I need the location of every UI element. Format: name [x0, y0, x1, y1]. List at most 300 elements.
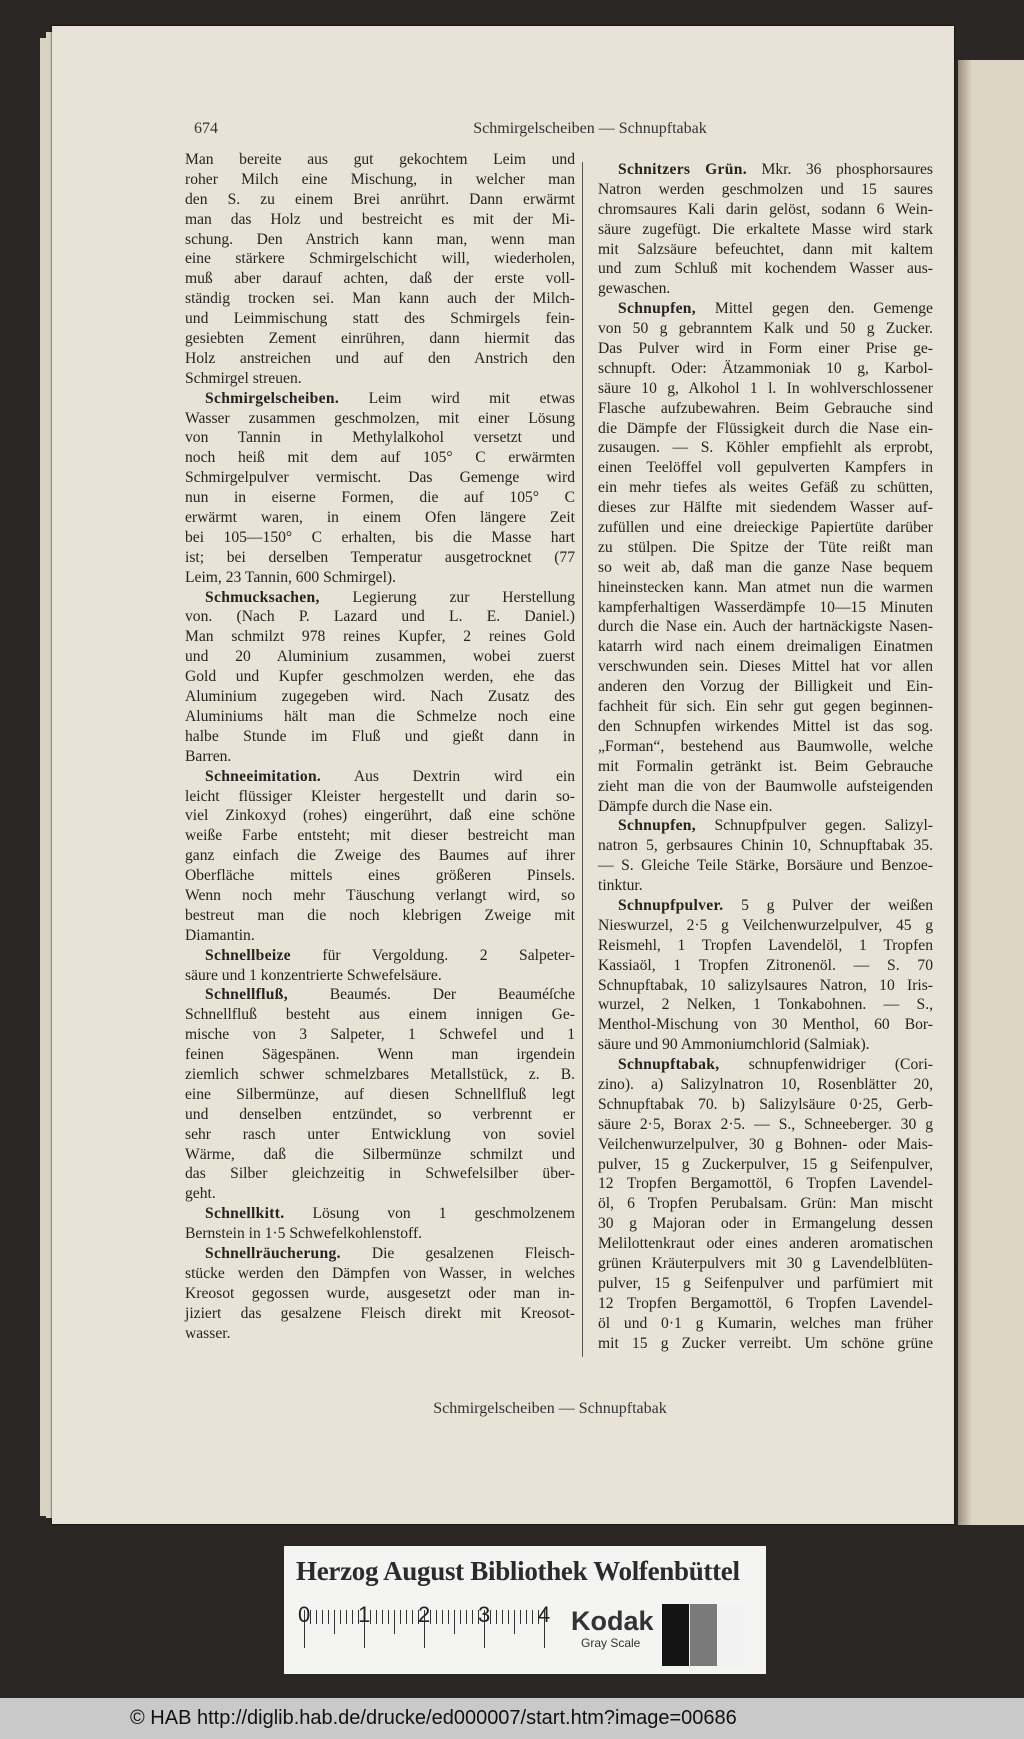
- text-line: [185, 826, 575, 846]
- text-line: [185, 230, 575, 250]
- line-text: säure und 90 Ammoniumchlorid (Salmiak).: [598, 1036, 870, 1054]
- text-line: [598, 220, 933, 240]
- text-line: [185, 1184, 575, 1204]
- text-line: [185, 409, 575, 429]
- line-text: mit Formalin getränkt ist. Beim Gebrauche: [598, 757, 933, 775]
- text-line: [185, 607, 575, 627]
- text-line: [185, 747, 575, 767]
- line-text: schung. Den Anstrich kann man, wenn man: [185, 230, 575, 248]
- text-line: [185, 588, 575, 608]
- gray-swatch: [690, 1604, 717, 1666]
- line-text: und 20 Aluminium zusammen, wobei zuerst: [185, 648, 575, 666]
- text-line: [185, 647, 575, 667]
- text-line: [598, 737, 933, 757]
- line-text: mit 15 g Zucker verreibt. Um schöne grüne: [598, 1334, 933, 1352]
- line-text: zieht man die von der Baumwolle aufsteigenden: [598, 777, 933, 795]
- text-line: [185, 1125, 575, 1145]
- line-text: Leim wird mit etwas: [368, 389, 575, 407]
- text-line: [185, 568, 575, 588]
- text-line: [185, 1105, 575, 1125]
- line-text: Natron werden geschmolzen und 15 saures: [598, 180, 933, 198]
- text-line: [185, 190, 575, 210]
- line-text: gewaschen.: [598, 280, 671, 298]
- line-text: Oberfläche mittels eines größeren Pinsels.: [185, 867, 575, 885]
- line-text: wasser.: [185, 1324, 231, 1342]
- line-text: von 50 g gebranntem Kalk und 50 g Zucker.: [598, 320, 933, 338]
- line-text: und zum Schluß mit kochendem Wasser aus-: [598, 260, 933, 278]
- gray-scale-caption: Gray Scale: [581, 1636, 641, 1650]
- entry-headword: Schnellfluß,: [205, 986, 288, 1004]
- text-line: [598, 995, 933, 1015]
- text-line: [598, 1294, 933, 1314]
- text-line: [598, 976, 933, 996]
- line-text: tinktur.: [598, 877, 643, 895]
- ruler-tick: [520, 1610, 521, 1624]
- text-line: [185, 627, 575, 647]
- ruler-tick: [514, 1610, 515, 1634]
- text-line: [598, 180, 933, 200]
- line-text: 12 Tropfen Bergamottöl, 6 Tropfen Lavendel-: [598, 1294, 933, 1312]
- text-line: [185, 528, 575, 548]
- line-text: ziemlich schwer schmelzbares Metallstück, z. B.: [185, 1065, 575, 1083]
- text-line: [185, 1085, 575, 1105]
- text-line: [185, 846, 575, 866]
- line-text: zino). a) Salizylnatron 10, Rosenblätter 20,: [598, 1075, 933, 1093]
- text-line: [185, 866, 575, 886]
- text-line: [185, 787, 575, 807]
- line-text: noch heiß mit dem auf 105° C erwärmten: [185, 449, 575, 467]
- text-line: [185, 707, 575, 727]
- line-text: jiziert das gesalzene Fleisch direkt mit Kreosot-: [185, 1304, 575, 1322]
- ruler-number: 4: [538, 1602, 551, 1627]
- line-text: schnupft. Oder: Ätzammoniak 10 g, Karbol-: [598, 359, 933, 377]
- line-text: pulver, 15 g Seifenpulver und parfümiert mit: [598, 1274, 933, 1292]
- line-text: „Forman“, bestehend aus Baumwolle, welche: [598, 737, 933, 755]
- line-text: Diamantin.: [185, 926, 255, 944]
- line-text: 5 g Pulver der weißen: [741, 896, 933, 914]
- text-line: [598, 379, 933, 399]
- text-line: [185, 966, 575, 986]
- ruler-number: 1: [358, 1602, 371, 1627]
- text-line: [598, 438, 933, 458]
- text-line: [185, 906, 575, 926]
- line-text: Kreosot gegossen wurde, ausgesetzt oder man in-: [185, 1284, 575, 1302]
- text-line: [185, 269, 575, 289]
- line-text: Legierung zur Herstellung: [352, 588, 575, 606]
- line-text: den S. zu einem Brei anrührt. Dann erwärmt: [185, 190, 575, 208]
- entry-headword: Schnellkitt.: [205, 1205, 285, 1223]
- line-text: Menthol-Mischung von 30 Menthol, 60 Bor-: [598, 1016, 933, 1034]
- entry-headword: Schnupfpulver.: [618, 896, 724, 914]
- text-line: [598, 916, 933, 936]
- ruler-tick: [526, 1610, 527, 1624]
- ruler-tick: [496, 1610, 497, 1624]
- line-text: fachheit für sich. Ein sehr gut gegen beginnen-: [598, 698, 933, 716]
- ruler-tick: [382, 1610, 383, 1624]
- text-line: [185, 428, 575, 448]
- line-text: und denselben entzündet, so verbrennt er: [185, 1105, 575, 1123]
- gray-swatch: [718, 1604, 745, 1666]
- ruler-tick: [346, 1610, 347, 1624]
- text-line: [185, 1304, 575, 1324]
- line-text: Mkr. 36 phosphorsaures: [761, 161, 933, 178]
- entry-headword: Schmirgelscheiben.: [205, 389, 340, 407]
- line-text: säure 2·5, Borax 2·5. — S., Schneeberger. 30 g: [598, 1115, 933, 1133]
- line-text: verschwunden sein. Dieses Mittel hat vor allen: [598, 658, 933, 676]
- line-text: kampferhaltigen Wasserdämpfe 10—15 Minuten: [598, 598, 933, 616]
- text-line: [598, 498, 933, 518]
- line-text: gesiebten Zement einrühren, dann hiermit das: [185, 330, 575, 348]
- entry-headword: Schnupfen,: [618, 300, 696, 318]
- line-text: Melilottenkraut oder eines anderen aromatischen: [598, 1235, 933, 1253]
- line-text: man das Holz und bestreicht es mit der Mi-: [185, 210, 575, 228]
- text-line: [185, 468, 575, 488]
- ruler-tick: [400, 1610, 401, 1624]
- line-text: Leim, 23 Tannin, 600 Schmirgel).: [185, 568, 396, 586]
- text-line: [185, 806, 575, 826]
- line-text: feinen Sägespänen. Wenn man irgendein: [185, 1046, 575, 1064]
- line-text: sehr rasch unter Entwicklung von soviel: [185, 1125, 575, 1143]
- text-line: [185, 309, 575, 329]
- line-text: halbe Stunde im Fluß und gießt dann in: [185, 727, 575, 745]
- line-text: weiße Farbe entsteht; mit dieser bestreicht man: [185, 827, 575, 845]
- line-text: Aluminium zugegeben wird. Nach Zusatz des: [185, 688, 575, 706]
- line-text: katarrh wird nach einem dreimaligen Einatmen: [598, 638, 933, 656]
- text-line: [598, 1055, 933, 1075]
- ruler-tick: [328, 1610, 329, 1624]
- text-line: [185, 210, 575, 230]
- text-line: [598, 598, 933, 618]
- text-line: [185, 548, 575, 568]
- ruler-tick: [412, 1610, 413, 1624]
- text-line: [598, 876, 933, 896]
- line-text: ganz einfach die Zweige des Baumes auf ihrer: [185, 847, 575, 865]
- line-text: Wärme, daß die Silbermünze schmilzt und: [185, 1145, 575, 1163]
- text-line: [185, 687, 575, 707]
- page-number: 674: [194, 120, 218, 137]
- line-text: Schnupftabak 70. b) Salizylsäure 0·25, Gerb-: [598, 1095, 933, 1113]
- line-text: öl, 6 Tropfen Perubalsam. Grün: Man mischt: [598, 1195, 933, 1213]
- text-line: [185, 767, 575, 787]
- line-text: für Vergoldung. 2 Salpeter-: [322, 946, 575, 964]
- line-text: eine stärkere Schmirgelschicht will, wiederholen,: [185, 250, 575, 268]
- text-line: [598, 1115, 933, 1135]
- line-text: bei 105—150° C erhalten, bis die Masse hart: [185, 528, 575, 546]
- line-text: nun in eiserne Formen, die auf 105° C: [185, 489, 575, 507]
- left-text-column: [185, 150, 575, 1343]
- running-head: Schmirgelscheiben — Schnupftabak: [473, 120, 707, 137]
- line-text: Flasche aufzubewahren. Beim Gebrauche sind: [598, 399, 933, 417]
- text-line: [598, 518, 933, 538]
- text-line: [598, 657, 933, 677]
- line-text: Wenn noch mehr Täuschung verlangt wird, so: [185, 886, 575, 904]
- ruler-number: 2: [418, 1602, 431, 1627]
- line-text: mische von 3 Salpeter, 1 Schwefel und 1: [185, 1026, 575, 1044]
- line-text: Schnellfluß besteht aus einem innigen Ge-: [185, 1006, 575, 1024]
- text-line: [185, 1224, 575, 1244]
- text-line: [185, 349, 575, 369]
- ruler-tick: [406, 1610, 407, 1624]
- line-text: einen Teelöffel voll gepulverten Kampfers in: [598, 459, 933, 477]
- line-text: und Leimmischung statt des Schmirgels fein-: [185, 310, 575, 328]
- text-line: [598, 319, 933, 339]
- entry-headword: Schnellräucherung.: [205, 1244, 341, 1262]
- gray-swatch: [662, 1604, 689, 1666]
- text-line: [598, 1254, 933, 1274]
- text-line: [598, 777, 933, 797]
- text-line: [598, 399, 933, 419]
- text-line: [185, 289, 575, 309]
- text-line: [185, 369, 575, 389]
- line-text: — S. Gleiche Teile Stärke, Borsäure und Benzoe-: [598, 857, 933, 875]
- text-line: [185, 150, 575, 170]
- line-text: Gold und Kupfer geschmolzen werden, ehe das: [185, 668, 575, 686]
- text-line: [185, 1025, 575, 1045]
- line-text: leicht flüssiger Kleister hergestellt und darin so-: [185, 787, 575, 805]
- line-text: wurzel, 2 Nelken, 1 Tonkabohnen. — S.,: [598, 996, 933, 1014]
- text-line: [598, 677, 933, 697]
- text-line: [598, 956, 933, 976]
- ruler-tick: [376, 1610, 377, 1624]
- text-line: [185, 667, 575, 687]
- line-text: Reismehl, 1 Tropfen Lavendelöl, 1 Tropfen: [598, 936, 933, 954]
- line-text: mit Salzsäure befeuchtet, dann mit kaltem: [598, 240, 933, 258]
- line-text: Bernstein in 1·5 Schwefelkohlenstoff.: [185, 1225, 423, 1243]
- text-line: [598, 1234, 933, 1254]
- text-line: [598, 896, 933, 916]
- ruler-tick: [316, 1610, 317, 1624]
- line-text: zu stülpen. Die Spitze der Tüte reißt man: [598, 538, 933, 556]
- line-text: zufüllen und eine dreieckige Papiertüte darüber: [598, 519, 933, 537]
- ruler-tick: [436, 1610, 437, 1624]
- ruler-tick: [472, 1610, 473, 1624]
- line-text: den Schnupfen wirkendes Mittel ist das sog.: [598, 717, 933, 735]
- ruler-number: 0: [298, 1602, 311, 1627]
- line-text: schnupfenwidriger (Cori-: [748, 1056, 933, 1074]
- column-divider: [582, 162, 583, 1357]
- text-line: [598, 1075, 933, 1095]
- text-line: [598, 617, 933, 637]
- line-text: Holz anstreichen und auf den Anstrich den: [185, 349, 575, 367]
- line-text: Dämpfe durch die Nase ein.: [598, 797, 773, 815]
- line-text: Schmirgel streuen.: [185, 369, 302, 387]
- line-text: Man schmilzt 978 reines Kupfer, 2 reines Gold: [185, 628, 575, 646]
- text-line: [598, 697, 933, 717]
- line-text: ständig trocken sei. Man kann auch der Milch-: [185, 290, 575, 308]
- line-text: bestreut man die noch klebrigen Zweige mit: [185, 906, 575, 924]
- ruler-tick: [460, 1610, 461, 1624]
- running-foot: Schmirgelscheiben — Schnupftabak: [433, 1400, 667, 1417]
- line-text: die Dämpfe der Flüssigkeit durch die Nase ein-: [598, 419, 933, 437]
- line-text: natron 5, gerbsaures Chinin 10, Schnupftabak 35.: [598, 837, 933, 855]
- text-line: [598, 240, 933, 260]
- entry-headword: Schnellbeize: [205, 946, 291, 964]
- text-line: [185, 1145, 575, 1165]
- line-text: dieses zur Hälfte mit siedendem Wasser auf-: [598, 499, 933, 517]
- line-text: roher Milch eine Mischung, in welcher man: [185, 170, 575, 188]
- line-text: Mittel gegen den. Gemenge: [714, 300, 933, 318]
- line-text: 30 g Majoran oder in Ermangelung dessen: [598, 1215, 933, 1233]
- text-line: [598, 299, 933, 319]
- text-line: [598, 1334, 933, 1354]
- ruler-tick: [454, 1610, 455, 1634]
- text-line: [598, 259, 933, 279]
- ruler-tick: [340, 1610, 341, 1624]
- ruler-tick: [394, 1610, 395, 1634]
- line-text: geht.: [185, 1185, 216, 1203]
- line-text: Aus Dextrin wird ein: [353, 767, 576, 785]
- line-text: 12 Tropfen Bergamottöl, 6 Tropfen Lavendel-: [598, 1175, 933, 1193]
- kodak-logo: Kodak: [571, 1606, 654, 1636]
- text-line: [598, 717, 933, 737]
- text-line: [598, 1274, 933, 1294]
- text-line: [598, 757, 933, 777]
- line-text: hineinstecken kann. Man atmet nun die warmen: [598, 578, 933, 596]
- line-text: Barren.: [185, 747, 232, 765]
- text-line: [598, 836, 933, 856]
- source-footer: © HAB http://diglib.hab.de/drucke/ed000007/start.htm?image=00686: [0, 1698, 1024, 1739]
- line-text: Wasser zusammen geschmolzen, mit einer Lösung: [185, 409, 575, 427]
- ruler-tick: [388, 1610, 389, 1624]
- line-text: Schnupftabak, 10 salizylsaures Natron, 10 Iris-: [598, 976, 933, 994]
- text-line: [598, 160, 933, 180]
- text-line: [598, 1035, 933, 1055]
- text-line: [598, 1214, 933, 1234]
- text-line: [598, 1155, 933, 1175]
- ruler-tick: [466, 1610, 467, 1624]
- text-line: [185, 727, 575, 747]
- line-text: Kassiaöl, 1 Tropfen Zitronenöl. — S. 70: [598, 956, 933, 974]
- line-text: pulver, 15 g Zuckerpulver, 15 g Seifenpulver,: [598, 1155, 933, 1173]
- line-text: Das Pulver wird in Form einer Prise ge-: [598, 340, 933, 358]
- line-text: Beaumés. Der Beauméſche: [329, 986, 576, 1004]
- line-text: ist; bei derselben Temperatur ausgetrocknet (77: [185, 548, 575, 566]
- entry-headword: Schneeimitation.: [205, 767, 322, 785]
- text-line: [185, 886, 575, 906]
- ruler-number: 3: [478, 1602, 491, 1627]
- line-text: so weit ab, daß man die ganze Nase bequem: [598, 558, 933, 576]
- text-line: [185, 1065, 575, 1085]
- line-text: grünen Kräuterpulvers mit 30 g Lavendelblüten-: [598, 1254, 933, 1272]
- text-line: [598, 1135, 933, 1155]
- text-line: [598, 936, 933, 956]
- text-line: [598, 538, 933, 558]
- text-line: [185, 1324, 575, 1344]
- line-text: ein mehr tiefes als weites Gefäß zu schütten,: [598, 479, 933, 497]
- text-line: [598, 359, 933, 379]
- text-line: [598, 1314, 933, 1334]
- text-line: [185, 170, 575, 190]
- right-text-column: [598, 160, 933, 1353]
- ruler-tick: [334, 1610, 335, 1634]
- text-line: [598, 1015, 933, 1035]
- text-line: [185, 389, 575, 409]
- line-text: muß aber darauf achten, daß der erste voll-: [185, 270, 575, 288]
- text-line: [185, 1005, 575, 1025]
- line-text: chromsaures Kali darin gelöst, sodann 6 Wein-: [598, 200, 933, 218]
- text-line: [185, 329, 575, 349]
- text-line: [598, 458, 933, 478]
- text-line: [185, 249, 575, 269]
- line-text: von. (Nach P. Lazard und L. E. Daniel.): [185, 608, 575, 626]
- text-line: [185, 985, 575, 1005]
- text-line: [185, 946, 575, 966]
- line-text: Nieswurzel, 2·5 g Veilchenwurzelpulver, 45 g: [598, 916, 933, 934]
- line-text: das Silber gleichzeitig in Schwefelsilber über-: [185, 1165, 575, 1183]
- text-line: [598, 797, 933, 817]
- text-line: [598, 200, 933, 220]
- ruler-tick: [508, 1610, 509, 1624]
- line-text: säure und 1 konzentrierte Schwefelsäure.: [185, 966, 442, 984]
- text-line: [598, 558, 933, 578]
- line-text: anderen den Vorzug der Billigkeit und Ein-: [598, 678, 933, 696]
- ruler-tick: [352, 1610, 353, 1624]
- ruler-tick: [502, 1610, 503, 1624]
- text-line: [185, 1264, 575, 1284]
- text-line: [598, 578, 933, 598]
- line-text: Veilchenwurzelpulver, 30 g Bohnen- oder Mais-: [598, 1135, 933, 1153]
- line-text: von Tannin in Methylalkohol versetzt und: [185, 429, 575, 447]
- text-line: [185, 488, 575, 508]
- line-text: stücke werden den Dämpfen von Wasser, in welches: [185, 1264, 575, 1282]
- line-text: Aluminiums hält man die Schmelze noch eine: [185, 707, 575, 725]
- text-line: [598, 637, 933, 657]
- text-line: [185, 448, 575, 468]
- text-line: [598, 1194, 933, 1214]
- text-line: [185, 926, 575, 946]
- line-text: Die gesalzenen Fleisch-: [371, 1244, 575, 1262]
- line-text: zusaugen. — S. Köhler empfiehlt als erprobt,: [598, 439, 933, 457]
- text-line: [185, 1204, 575, 1224]
- text-line: [598, 1095, 933, 1115]
- line-text: eine Silbermünze, auf diesen Schnellfluß legt: [185, 1085, 575, 1103]
- text-line: [185, 1244, 575, 1264]
- line-text: viel Zinkoxyd (rohes) eingerührt, daß eine schöne: [185, 807, 575, 825]
- line-text: Schnupfpulver gegen. Salizyl-: [714, 817, 933, 835]
- line-text: Lösung von 1 geschmolzenem: [312, 1205, 575, 1223]
- ruler-tick: [442, 1610, 443, 1624]
- entry-headword: Schnupftabak,: [618, 1056, 720, 1074]
- text-line: [598, 279, 933, 299]
- entry-headword: Schnitzers Grün.: [618, 161, 747, 178]
- ruler-tick: [532, 1610, 533, 1624]
- text-line: [185, 1164, 575, 1184]
- text-line: [185, 1045, 575, 1065]
- scan-reference-label: [284, 1546, 766, 1674]
- line-text: säure zugefügt. Die erkaltete Masse wird stark: [598, 220, 933, 238]
- text-line: [185, 508, 575, 528]
- text-line: [598, 816, 933, 836]
- line-text: Schmirgelpulver vermischt. Das Gemenge wird: [185, 469, 575, 487]
- text-line: [598, 339, 933, 359]
- facing-page-gutter: [958, 60, 972, 1525]
- text-line: [598, 1174, 933, 1194]
- line-text: Man bereite aus gut gekochtem Leim und: [185, 151, 575, 168]
- line-text: säure 10 g, Alkohol 1 l. In wohlverschlossener: [598, 379, 933, 397]
- entry-headword: Schnupfen,: [618, 817, 696, 835]
- entry-headword: Schmucksachen,: [205, 588, 320, 606]
- text-line: [598, 478, 933, 498]
- line-text: durch die Nase ein. Auch der hartnäckigste Nasen-: [598, 618, 933, 636]
- text-line: [598, 856, 933, 876]
- text-line: [185, 1284, 575, 1304]
- library-name: Herzog August Bibliothek Wolfenbüttel: [296, 1556, 740, 1586]
- ruler-tick: [448, 1610, 449, 1624]
- text-line: [598, 419, 933, 439]
- line-text: öl und 0·1 g Kumarin, welches man früher: [598, 1314, 933, 1332]
- line-text: erwärmt waren, in einem Ofen längere Zeit: [185, 509, 575, 527]
- ruler-tick: [322, 1610, 323, 1624]
